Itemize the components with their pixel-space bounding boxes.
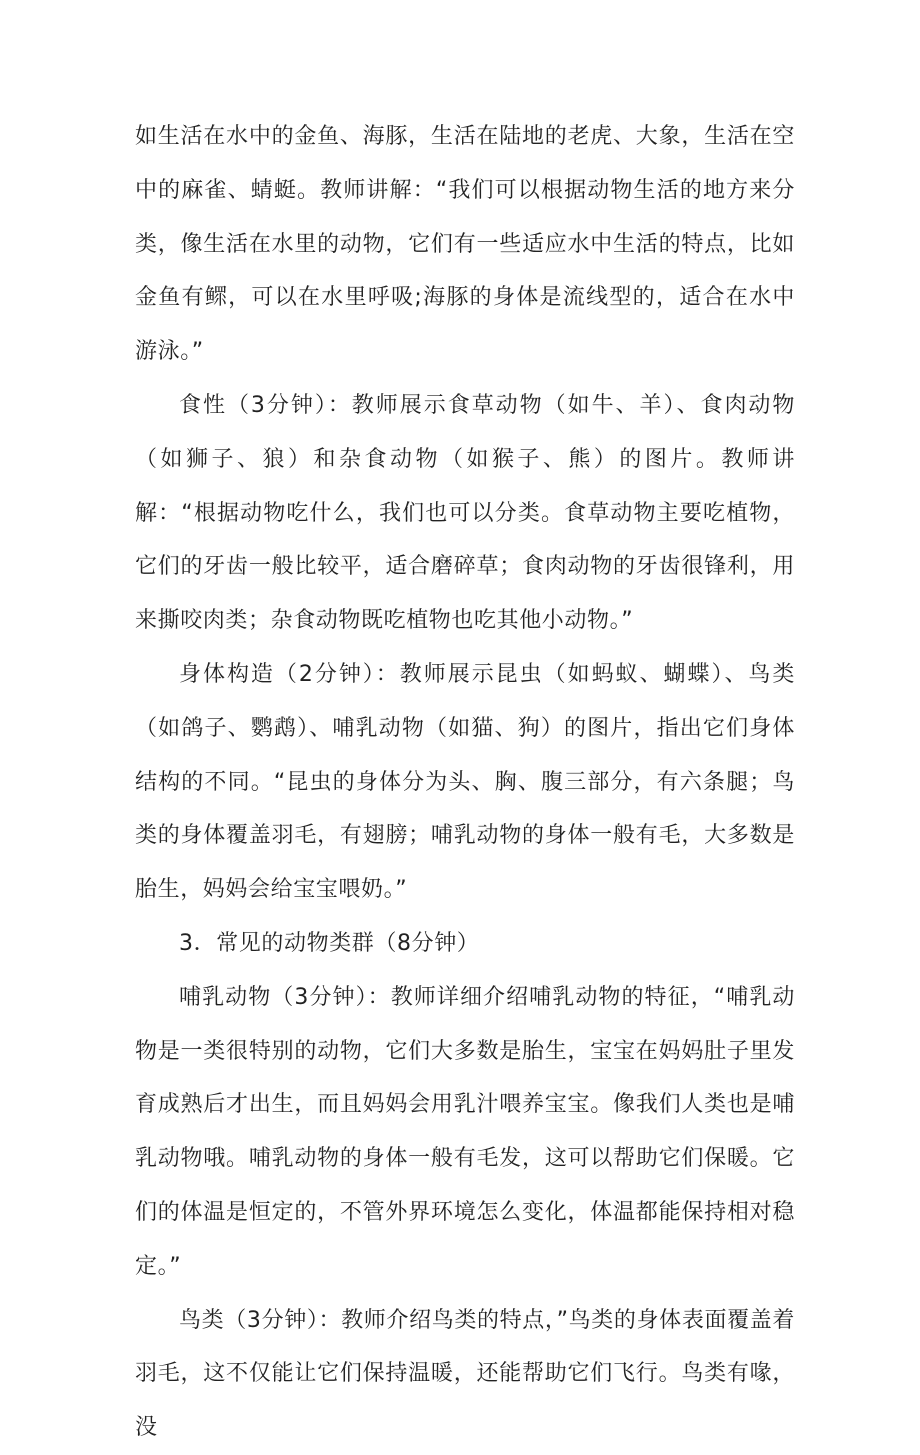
section-heading-common-groups: 3．常见的动物类群（8分钟） xyxy=(179,930,480,956)
paragraph-diet: 食性（3分钟）：教师展示食草动物（如牛、羊）、食肉动物（如狮子、狼）和杂食动物（如猴子、熊）的图片。教师讲解：“根据动物吃什么，我们也可以分类。食草动物主要吃植物，它们的牙齿一般比较平，适合磨碎草；食肉动物的牙齿很锋利，用来撕咬肉类；杂食动物既吃植物也吃其他小动物。” xyxy=(135,392,795,634)
paragraph-habitat-continued: 如生活在水中的金鱼、海豚，生活在陆地的老虎、大象，生活在空中的麻雀、蜻蜓。教师讲解：“我们可以根据动物生活的地方来分类，像生活在水里的动物，它们有一些适应水中生活的特点，比如金鱼有鳏，可以在水里呼吸;海豚的身体是流线型的，适合在水中游泳。” xyxy=(135,124,795,365)
paragraph-mammals: 哺乳动物（3分钟）：教师详细介绍哺乳动物的特征，“哺乳动物是一类很特别的动物，它们大多数是胎生，宝宝在妈妈肚子里发育成熟后才出生，而且妈妈会用乳汁喂养宝宝。像我们人类也是哺乳动物哦。哺乳动物的身体一般有毛发，这可以帮助它们保暖。它们的体温是恒定的，不管外界环境怎么变化，体温都能保持相对稳定。” xyxy=(135,984,795,1279)
body-text xyxy=(135,110,795,1455)
paragraph-birds: 鸟类（3分钟）：教师介绍鸟类的特点，”鸟类的身体表面覆盖着羽毛，这不仅能让它们保持温暖，还能帮助它们飞行。鸟类有喙，没 xyxy=(135,1307,795,1441)
paragraph-body-structure: 身体构造（2分钟）：教师展示昆虫（如蚂蚁、蝴蝶）、鸟类（如鸽子、鹦鹉）、哺乳动物（如猫、狗）的图片，指出它们身体结构的不同。“昆虫的身体分为头、胸、腹三部分，有六条腿；鸟类的身体覆盖羽毛，有翅膀；哺乳动物的身体一般有毛，大多数是胎生，妈妈会给宝宝喂奶。” xyxy=(135,661,795,903)
